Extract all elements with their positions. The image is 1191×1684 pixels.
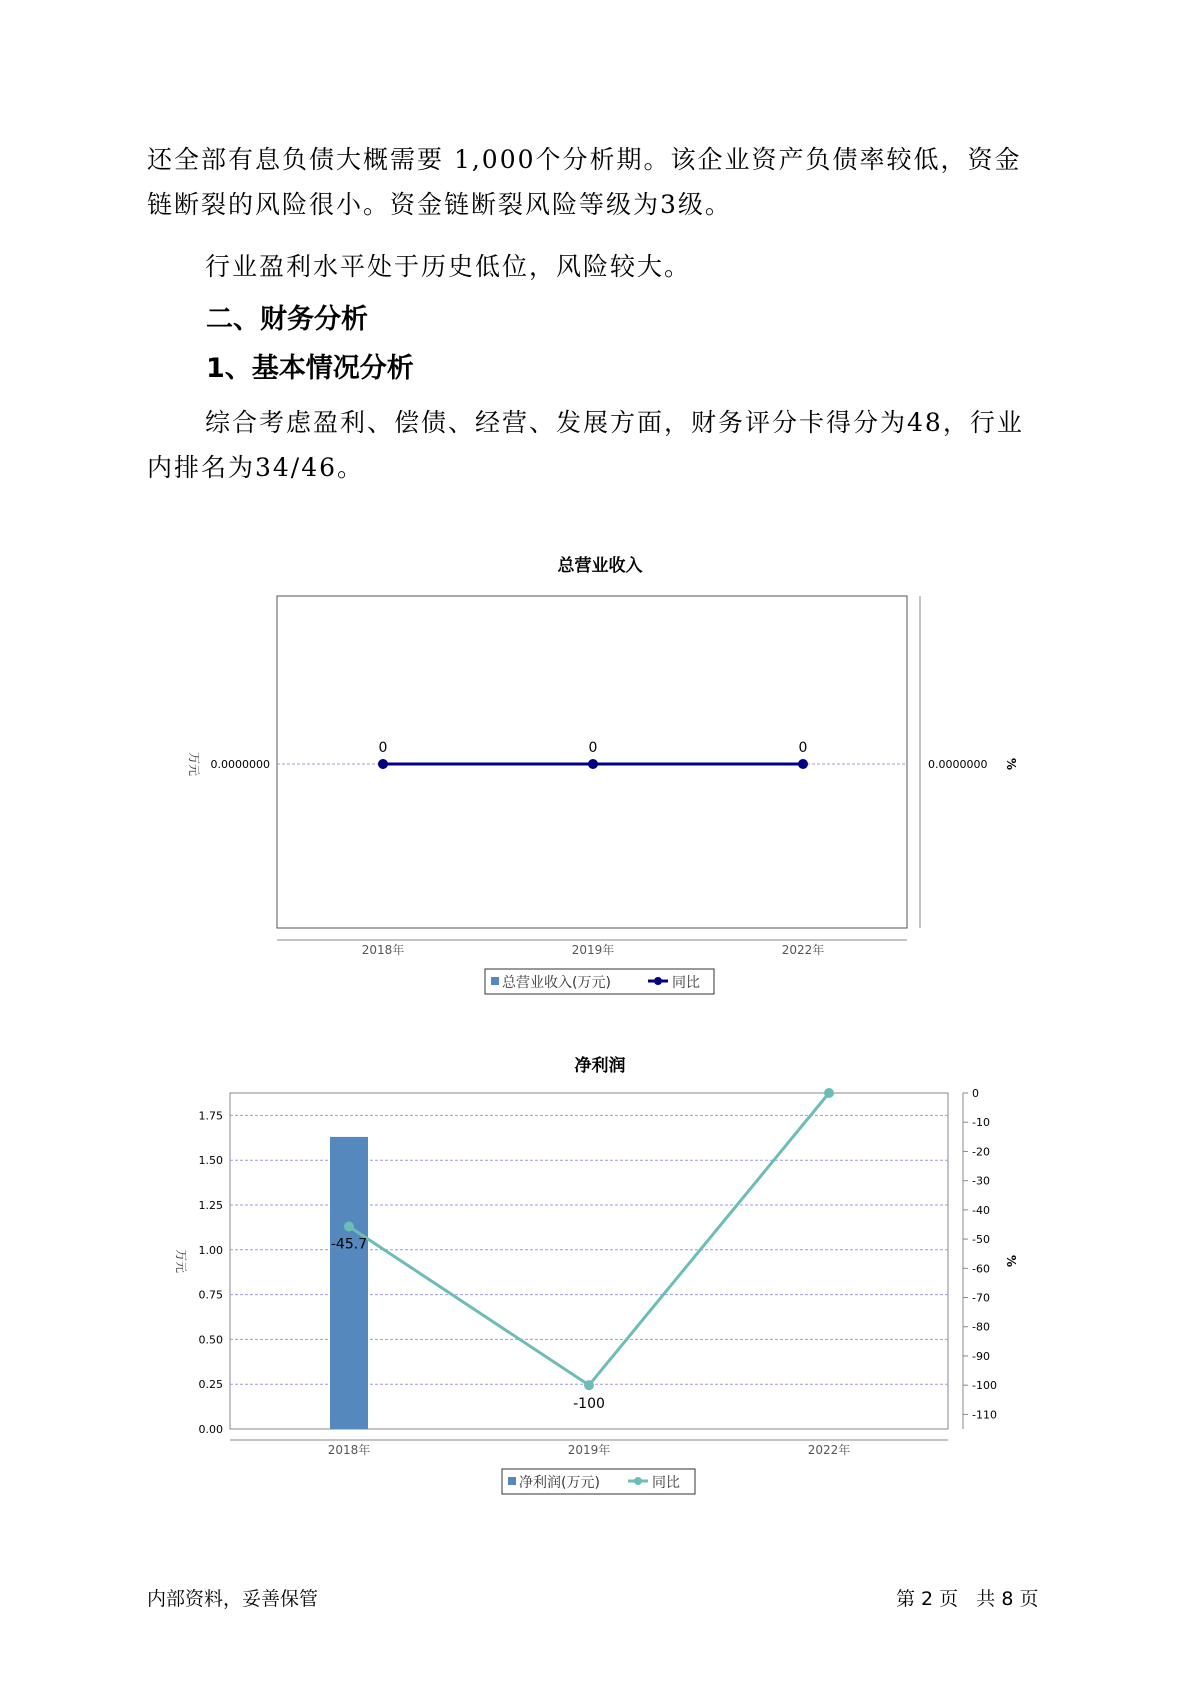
footer-confidential: 内部资料，妥善保管 xyxy=(147,1588,319,1610)
data-point xyxy=(588,759,598,769)
y2-tick-label: -10 xyxy=(972,1116,990,1130)
data-point xyxy=(824,1088,834,1098)
y2-axis-label: % xyxy=(1004,1254,1018,1268)
y2-tick-label: -50 xyxy=(972,1233,990,1247)
x-tick-label: 2019年 xyxy=(571,943,615,957)
data-point xyxy=(344,1222,354,1232)
y2-tick-label: -90 xyxy=(972,1349,990,1363)
y-tick-label: 0.75 xyxy=(198,1288,223,1302)
data-label: -45.7 xyxy=(330,1236,368,1253)
data-point xyxy=(584,1380,594,1390)
legend-swatch-bar xyxy=(508,1477,516,1485)
x-tick-label: 2019年 xyxy=(567,1443,611,1457)
y2-tick-label: -80 xyxy=(972,1320,990,1334)
y-tick-label: 0.00 xyxy=(198,1423,223,1436)
data-label: 0 xyxy=(588,740,598,756)
data-point xyxy=(798,759,808,769)
legend-swatch-point xyxy=(654,977,662,985)
y2-tick-label: 0 xyxy=(972,1087,979,1100)
y2-axis-label: % xyxy=(1004,757,1018,771)
net-profit-chart-svg xyxy=(150,1040,1050,1510)
y-tick-label: 1.50 xyxy=(198,1154,223,1168)
section-heading: 二、财务分析 xyxy=(206,304,368,335)
subsection-heading: 1、基本情况分析 xyxy=(206,353,414,384)
x-tick-label: 2022年 xyxy=(807,1443,851,1457)
legend-swatch-point xyxy=(634,1477,642,1485)
x-tick-label: 2018年 xyxy=(361,943,405,957)
legend-swatch-bar xyxy=(491,977,499,985)
paragraph-score-line2: 内排名为34/46。 xyxy=(147,453,365,482)
footer-page-number: 第 2 页 共 8 页 xyxy=(896,1588,1039,1610)
legend-label-bar: 总营业收入(万元) xyxy=(502,975,611,991)
data-point xyxy=(378,759,388,769)
y-tick-label: 0.0000000 xyxy=(210,758,270,771)
paragraph-risk-line2: 链断裂的风险很小。资金链断裂风险等级为3级。 xyxy=(147,190,732,219)
revenue-chart-svg xyxy=(150,540,1050,1010)
y2-tick-label: -110 xyxy=(972,1408,997,1422)
chart-title: 总营业收入 xyxy=(557,556,643,576)
y-tick-label: 0.25 xyxy=(198,1378,223,1392)
y2-tick-label: -70 xyxy=(972,1291,990,1305)
y-axis-label: 万元 xyxy=(174,1248,188,1274)
y2-tick-label: -20 xyxy=(972,1145,990,1159)
y2-tick-label: -40 xyxy=(972,1203,990,1217)
legend-label-line: 同比 xyxy=(652,1475,680,1491)
data-label: 0 xyxy=(798,740,808,756)
y-axis-label: 万元 xyxy=(187,751,201,777)
paragraph-score-line1: 综合考虑盈利、偿债、经营、发展方面，财务评分卡得分为48，行业 xyxy=(205,408,1024,437)
legend-label-bar: 净利润(万元) xyxy=(519,1475,600,1491)
y2-tick-label: -30 xyxy=(972,1174,990,1188)
y2-tick-label: 0.0000000 xyxy=(928,758,988,771)
y-tick-label: 1.75 xyxy=(198,1109,223,1123)
y2-tick-label: -100 xyxy=(972,1379,997,1393)
data-label: 0 xyxy=(378,740,388,756)
paragraph-industry: 行业盈利水平处于历史低位，风险较大。 xyxy=(205,252,692,281)
net-profit-chart xyxy=(150,1040,1050,1510)
data-label: -100 xyxy=(573,1396,605,1413)
chart-title: 净利润 xyxy=(574,1056,626,1076)
paragraph-risk-line1: 还全部有息负债大概需要 1,000个分析期。该企业资产负债率较低，资金 xyxy=(147,145,1022,174)
y-tick-label: 0.50 xyxy=(198,1333,223,1347)
legend-label-line: 同比 xyxy=(672,975,700,991)
revenue-chart xyxy=(150,540,1050,1010)
bar xyxy=(330,1137,368,1429)
x-tick-label: 2022年 xyxy=(781,943,825,957)
x-tick-label: 2018年 xyxy=(327,1443,371,1457)
y2-tick-label: -60 xyxy=(972,1262,990,1276)
y-tick-label: 1.25 xyxy=(198,1199,223,1212)
y-tick-label: 1.00 xyxy=(198,1243,223,1257)
